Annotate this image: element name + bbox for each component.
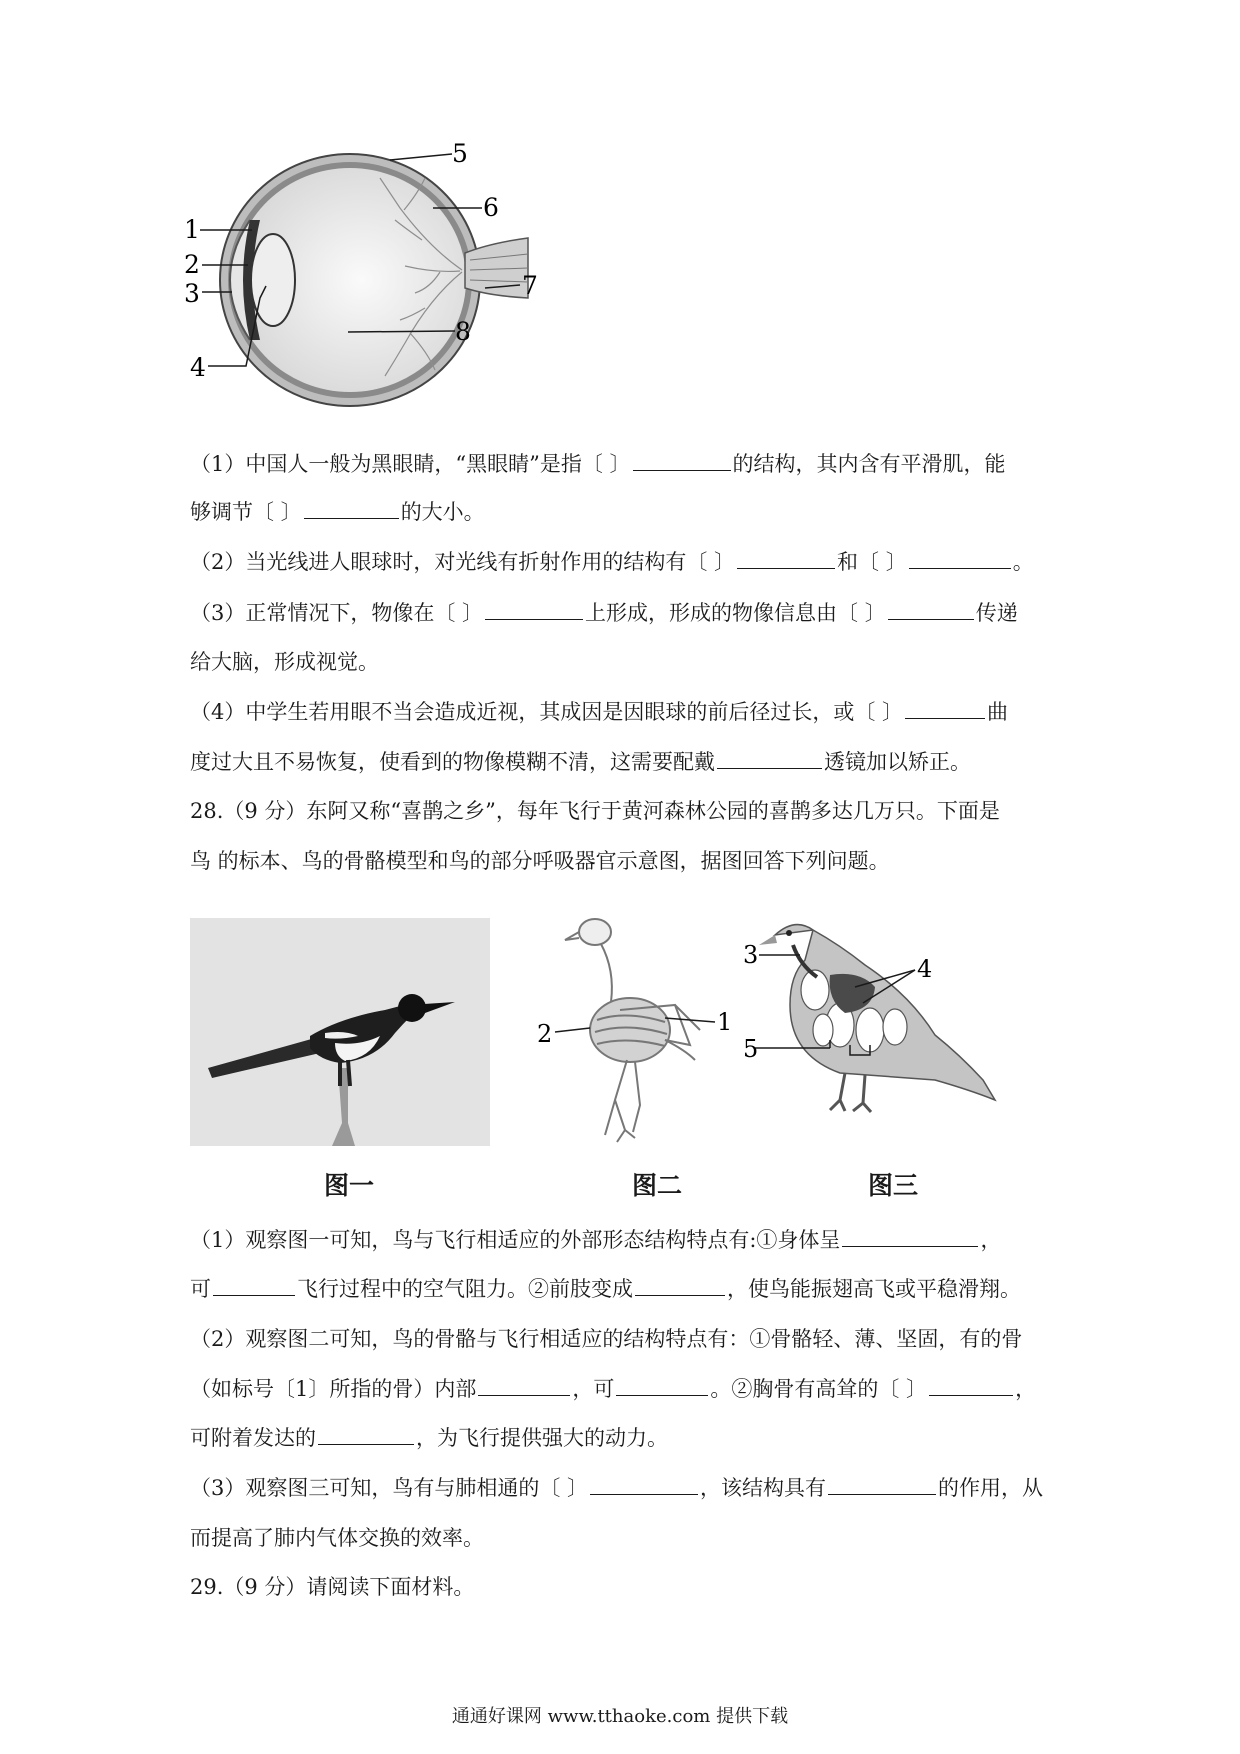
q28-line-4: （如标号〔1〕所指的骨）内部 ，可 。②胸骨有高耸的〔 〕 ， [190,1372,1052,1406]
q27-line-2: 够调节〔 〕 的大小。 [190,495,1052,529]
respiratory-label-5: 5 [743,1035,759,1063]
answer-blank[interactable] [318,1422,414,1445]
q28-line-6: （3）观察图三可知，鸟有与肺相通的〔 〕 ，该结构具有 的作用，从 [190,1471,1052,1505]
q28-line-3: （2）观察图二可知，鸟的骨骼与飞行相适应的结构特点有：①骨骼轻、薄、坚固，有的骨 [190,1327,1023,1351]
answer-blank[interactable] [717,746,822,769]
eye-label-6: 6 [483,193,499,222]
answer-blank[interactable] [213,1273,295,1296]
eye-label-5: 5 [452,139,468,168]
q27-line-6: （4）中学生若用眼不当会造成近视，其成因是因眼球的前后径过长，或〔 〕 曲 [190,695,1052,729]
q29-intro: 29.（9 分）请阅读下面材料。 [190,1575,475,1599]
eye-label-8: 8 [455,317,471,346]
answer-blank[interactable] [485,597,583,620]
answer-blank[interactable] [616,1373,708,1396]
respiratory-label-4: 4 [917,955,933,983]
skeleton-label-1: 1 [717,1008,733,1036]
answer-blank[interactable] [828,1472,936,1495]
bird-respiratory-diagram [745,915,1010,1120]
q27-line-3: （2）当光线进人眼球时，对光线有折射作用的结构有〔 〕 和〔 〕 。 [190,545,1052,579]
eye-label-1: 1 [184,215,200,244]
q28-line-1: （1）观察图一可知，鸟与飞行相适应的外部形态结构特点有:①身体呈 ， [190,1223,1052,1257]
q28-intro-1: 28.（9 分）东阿又称“喜鹊之乡”，每年飞行于黄河森林公园的喜鹊多达几万只。下面是 [190,799,1000,823]
bird-skeleton-diagram [535,910,735,1150]
answer-blank[interactable] [737,546,835,569]
figure-caption-2: 图二 [632,1171,683,1200]
answer-blank[interactable] [842,1224,978,1247]
answer-blank[interactable] [905,696,985,719]
eye-label-2: 2 [184,250,200,279]
q27-line-1: （1）中国人一般为黑眼睛，“黑眼睛”是指〔 〕 的结构，其内含有平滑肌，能 [190,447,1052,481]
magpie-photo [190,918,490,1146]
skeleton-label-2: 2 [537,1020,553,1048]
eye-label-7: 7 [522,271,538,300]
answer-blank[interactable] [633,448,731,471]
eye-label-4: 4 [190,353,206,382]
answer-blank[interactable] [888,597,974,620]
q28-intro-2: 鸟 的标本、鸟的骨骼模型和鸟的部分呼吸器官示意图，据图回答下列问题。 [190,849,890,873]
q28-line-7: 而提高了肺内气体交换的效率。 [190,1526,484,1550]
page-footer: 通通好课网 www.tthaoke.com 提供下载 [451,1706,789,1727]
q28-line-2: 可 飞行过程中的空气阻力。②前肢变成 ，使鸟能振翅高飞或平稳滑翔。 [190,1272,1052,1306]
answer-blank[interactable] [304,496,399,519]
answer-blank[interactable] [478,1373,570,1396]
answer-blank[interactable] [635,1273,725,1296]
answer-blank[interactable] [929,1373,1013,1396]
answer-blank[interactable] [590,1472,698,1495]
figure-caption-3: 图三 [868,1171,919,1200]
q27-line-4: （3）正常情况下，物像在〔 〕 上形成，形成的物像信息由〔 〕 传递 [190,596,1052,630]
figure-caption-1: 图一 [324,1171,375,1200]
answer-blank[interactable] [909,546,1011,569]
eye-label-3: 3 [184,279,200,308]
q27-line-5: 给大脑，形成视觉。 [190,650,379,674]
respiratory-label-3: 3 [743,941,759,969]
q27-line-7: 度过大且不易恢复，使看到的物像模糊不清，这需要配戴 透镜加以矫正。 [190,745,1052,779]
eye-structure-diagram [184,139,630,438]
q28-line-5: 可附着发达的 ，为飞行提供强大的动力。 [190,1421,1052,1455]
